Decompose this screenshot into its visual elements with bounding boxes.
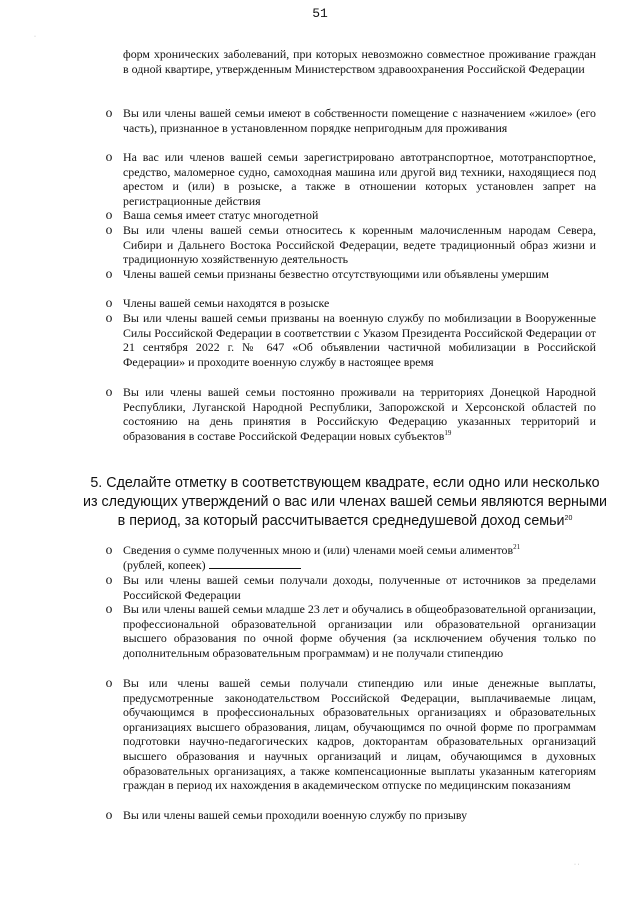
list-item-text: Вы или члены вашей семьи призваны на военную службу по мобилизации в Вооруженные Силы Российской Федерации в соответствии с Указом Президента Российской Федерации от 21 сентября 2022 г. № 647 «Об объявлении частичной мобилизации в Российской Федерации» и проходите военную службу в настоящее время [123,311,596,369]
list-item-text: Вы или члены вашей семьи относитесь к коренным малочисленным народам Севера, Сибири и Дальнего Востока Российской Федерации, ведете традиционный образ жизни и традиционную хозяйственную деятельность [123,223,596,267]
scan-speck: · [34,34,36,40]
list-item-text: Члены вашей семьи признаны безвестно отсутствующими или объявлены умершим [123,267,549,281]
checkbox-bullet[interactable]: o [105,807,113,822]
list-item-text: Вы или члены вашей семьи младше 23 лет и обучались в общеобразовательной организации, профессиональной образовательной организации или образовательной организации высшего образования по очной форме обучения (за исключением обучения только по дополнительным образовательным программам) и не получали стипендию [123,602,596,660]
list-item-text: Вы или члены вашей семьи получали доходы, полученные от источников за пределами Российской Федерации [123,573,596,602]
checkbox-bullet[interactable]: o [105,384,113,399]
checkbox-bullet[interactable]: o [105,675,113,690]
list-item-text: Сведения о сумме полученных мною и (или) членами моей семьи алиментов$^{21}$ (рублей, копеек) [123,543,521,572]
list-item-text: Вы или члены вашей семьи постоянно проживали на территориях Донецкой Народной Республики, Луганской Народной Республики, Запорожской и Херсонской областей по состоянию на день принятия в Российскую Федерацию указанных территорий и образования в составе Российской Федерации новых субъектов$^{19}$ [123,385,596,443]
scan-speck: · · [574,862,580,868]
alimony-amount-field[interactable] [209,558,301,569]
list-item-text: Члены вашей семьи находятся в розыске [123,296,330,310]
checkbox-bullet[interactable]: o [105,207,113,222]
checkbox-bullet[interactable]: o [105,601,113,616]
list-item-text: форм хронических заболеваний, при которых невозможно совместное проживание граждан в одной квартире, утвержденным Министерством здравоохранения Российской Федерации [123,47,596,76]
list-item-text: Вы или члены вашей семьи проходили военную службу по призыву [123,808,468,822]
footnote-marker: 19 [444,428,452,437]
list-item-text: Вы или члены вашей семьи имеют в собственности помещение с назначением «жилое» (его часть), признанное в установленном порядке непригодным для проживания [123,106,596,135]
checkbox-bullet[interactable]: o [105,105,113,120]
checkbox-bullet[interactable]: o [105,149,113,164]
checkbox-bullet[interactable]: o [105,542,113,557]
checkbox-bullet[interactable]: o [105,572,113,587]
checkbox-bullet[interactable]: o [105,222,113,237]
list-item-text: Вы или члены вашей семьи получали стипендию или иные денежные выплаты, предусмотренные законодательством Российской Федерации, выплачиваемые лицам, обучающимся в профессиональных образовательных организациях и образовательных организациях высшего образования, лицам, обучающимся по очной форме по программам подготовки научно-педагогических кадров, докторантам образовательных организаций высшего образования и научных организаций и лицам, обучающимся в духовных образовательных организациях, а также компенсационные выплаты указанным категориям граждан в период их нахождения в академическом отпуске по медицинским показаниям [123,676,596,793]
footnote-marker: 20 [564,515,573,523]
checkbox-bullet[interactable]: o [105,310,113,325]
checkbox-bullet[interactable]: o [105,295,113,310]
footnote-marker: 21 [513,543,521,551]
list-item-text: На вас или членов вашей семьи зарегистрировано автотранспортное, мототранспортное, средство, маломерное судно, самоходная машина или другой вид техники, находящиеся под арестом и (или) в розыске, а также в отношении которых установлен запрет на регистрационные действия [123,150,596,208]
list-item-text: Ваша семья имеет статус многодетной [123,208,319,222]
section-heading: 5. Сделайте отметку в соответствующем квадрате, если одно или несколько из следующих утверждений о вас или членах вашей семьи являются верными в период, за который рассчитывается среднедушевой доход семьи$^{20}$ [82,475,608,530]
checkbox-bullet[interactable]: o [105,266,113,281]
page-number: 51 [312,6,328,21]
